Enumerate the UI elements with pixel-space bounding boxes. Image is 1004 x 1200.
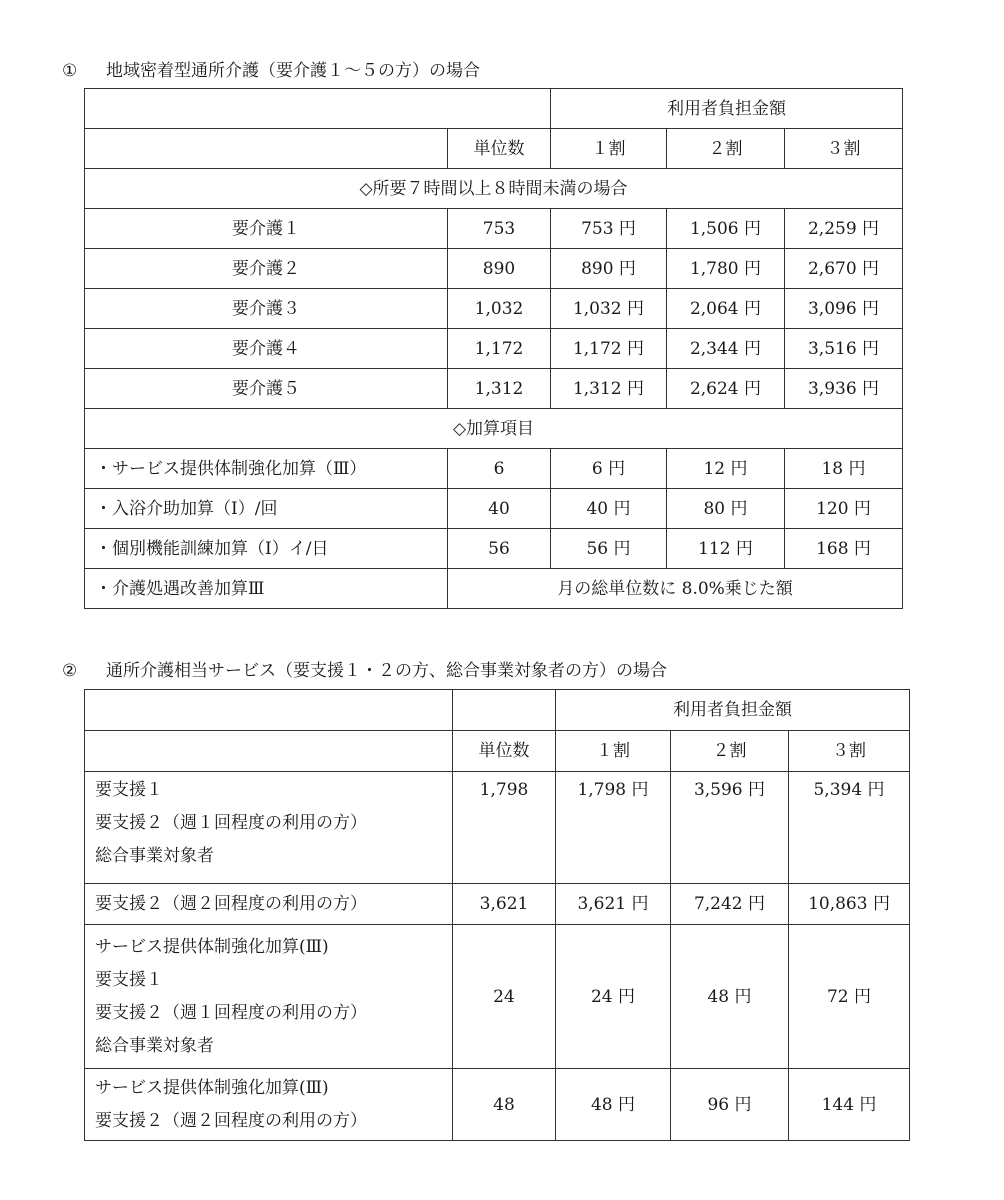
addition-label: ・入浴介助加算（Ⅰ）/回 [85, 489, 448, 529]
row-label-line: 要支援２（週２回程度の利用の方） [95, 1110, 367, 1131]
header-row-1 [85, 690, 910, 731]
row-label-line: 要支援２（週１回程度の利用の方） [95, 1002, 367, 1023]
header-label-blank [85, 129, 448, 169]
addition-label: ・サービス提供体制強化加算（Ⅲ） [85, 449, 448, 489]
header-row-1 [85, 89, 903, 129]
rate-2-header: ２割 [667, 129, 785, 169]
units-cell: 48 [453, 1069, 556, 1141]
rate-1-header: １割 [551, 129, 667, 169]
units-cell: 1,172 [448, 329, 551, 369]
rate-1-cell: 1,798 円 [556, 772, 671, 884]
table-row [85, 529, 903, 569]
table-row [85, 1069, 910, 1141]
rate-2-cell: 2,344 円 [667, 329, 785, 369]
header-label-blank [85, 690, 453, 731]
table-row [85, 449, 903, 489]
rate-1-cell: 1,032 円 [551, 289, 667, 329]
section-2-heading [62, 659, 667, 683]
header-label-blank [85, 731, 453, 772]
units-cell: 6 [448, 449, 551, 489]
header-units-blank [453, 690, 556, 731]
table-row [85, 329, 903, 369]
rate-2-cell: 3,596 円 [671, 772, 789, 884]
rate-2-cell: 112 円 [667, 529, 785, 569]
rate-1-cell: 6 円 [551, 449, 667, 489]
units-cell: 753 [448, 209, 551, 249]
rate-3-header: ３割 [785, 129, 903, 169]
rate-3-cell: 2,259 円 [785, 209, 903, 249]
table-row [85, 772, 910, 884]
section-1-number: ① [62, 61, 78, 81]
table-row [85, 209, 903, 249]
row-label-line: サービス提供体制強化加算(Ⅲ) [95, 1077, 329, 1098]
section-1-table [84, 88, 903, 609]
rate-3-cell: 144 円 [789, 1069, 910, 1141]
burden-header: 利用者負担金額 [551, 89, 903, 129]
care-improvement-value: 月の総単位数に 8.0%乗じた額 [448, 569, 903, 609]
rate-2-cell: 48 円 [671, 925, 789, 1069]
rate-1-cell: 48 円 [556, 1069, 671, 1141]
rate-2-cell: 96 円 [671, 1069, 789, 1141]
rate-3-cell: 3,096 円 [785, 289, 903, 329]
row-label [85, 772, 453, 884]
rate-3-cell: 168 円 [785, 529, 903, 569]
units-cell: 24 [453, 925, 556, 1069]
section-1-heading [62, 59, 480, 83]
units-cell: 3,621 [453, 884, 556, 925]
rate-3-cell: 120 円 [785, 489, 903, 529]
rate-1-cell: 24 円 [556, 925, 671, 1069]
addition-section-row [85, 409, 903, 449]
row-label-line: 要支援２（週１回程度の利用の方） [95, 813, 367, 833]
units-cell: 1,312 [448, 369, 551, 409]
addition-section-label: ◇加算項目 [85, 409, 903, 449]
row-label-line: 総合事業対象者 [95, 846, 214, 866]
burden-header: 利用者負担金額 [556, 690, 910, 731]
rate-1-cell: 1,172 円 [551, 329, 667, 369]
rate-3-cell: 10,863 円 [789, 884, 910, 925]
time-section-label: ◇所要７時間以上８時間未満の場合 [85, 169, 903, 209]
rate-1-cell: 40 円 [551, 489, 667, 529]
table-row [85, 489, 903, 529]
units-cell: 40 [448, 489, 551, 529]
section-2-title: 通所介護相当サービス（要支援１・２の方、総合事業対象者の方）の場合 [106, 661, 667, 681]
units-header: 単位数 [453, 731, 556, 772]
rate-1-cell: 753 円 [551, 209, 667, 249]
rate-1-cell: 890 円 [551, 249, 667, 289]
rate-3-cell: 72 円 [789, 925, 910, 1069]
units-cell: 1,798 [453, 772, 556, 884]
rate-3-cell: 5,394 円 [789, 772, 910, 884]
table-row [85, 925, 910, 1069]
rate-2-cell: 80 円 [667, 489, 785, 529]
section-2-number: ② [62, 661, 78, 681]
row-label-line: 要支援１ [95, 780, 163, 800]
rate-1-cell: 56 円 [551, 529, 667, 569]
row-label: 要介護５ [85, 369, 448, 409]
rate-3-header: ３割 [789, 731, 910, 772]
row-label [85, 925, 453, 1069]
row-label: 要介護４ [85, 329, 448, 369]
row-label-line: 総合事業対象者 [95, 1035, 214, 1056]
row-label: 要支援２（週２回程度の利用の方） [85, 884, 453, 925]
rate-3-cell: 3,936 円 [785, 369, 903, 409]
rate-1-header: １割 [556, 731, 671, 772]
row-label-line: サービス提供体制強化加算(Ⅲ) [95, 936, 329, 957]
section-2-table [84, 689, 910, 1141]
units-cell: 890 [448, 249, 551, 289]
rate-2-cell: 2,624 円 [667, 369, 785, 409]
rate-3-cell: 3,516 円 [785, 329, 903, 369]
row-label: 要介護１ [85, 209, 448, 249]
rate-1-cell: 1,312 円 [551, 369, 667, 409]
rate-2-cell: 2,064 円 [667, 289, 785, 329]
addition-label: ・個別機能訓練加算（Ⅰ）イ/日 [85, 529, 448, 569]
rate-1-cell: 3,621 円 [556, 884, 671, 925]
rate-2-cell: 7,242 円 [671, 884, 789, 925]
table-row [85, 289, 903, 329]
table-row [85, 569, 903, 609]
section-1-title: 地域密着型通所介護（要介護１～５の方）の場合 [106, 61, 480, 81]
time-section-row [85, 169, 903, 209]
care-improvement-label: ・介護処遇改善加算Ⅲ [85, 569, 448, 609]
rate-2-cell: 1,506 円 [667, 209, 785, 249]
table-row [85, 369, 903, 409]
rate-3-cell: 18 円 [785, 449, 903, 489]
units-cell: 56 [448, 529, 551, 569]
table-row [85, 249, 903, 289]
row-label-line: 要支援１ [95, 969, 163, 990]
rate-2-cell: 12 円 [667, 449, 785, 489]
rate-3-cell: 2,670 円 [785, 249, 903, 289]
header-row-2 [85, 129, 903, 169]
row-label [85, 1069, 453, 1141]
units-header: 単位数 [448, 129, 551, 169]
header-row-2 [85, 731, 910, 772]
table-row [85, 884, 910, 925]
units-cell: 1,032 [448, 289, 551, 329]
row-label: 要介護３ [85, 289, 448, 329]
header-blank-cell [85, 89, 551, 129]
rate-2-header: ２割 [671, 731, 789, 772]
rate-2-cell: 1,780 円 [667, 249, 785, 289]
row-label: 要介護２ [85, 249, 448, 289]
